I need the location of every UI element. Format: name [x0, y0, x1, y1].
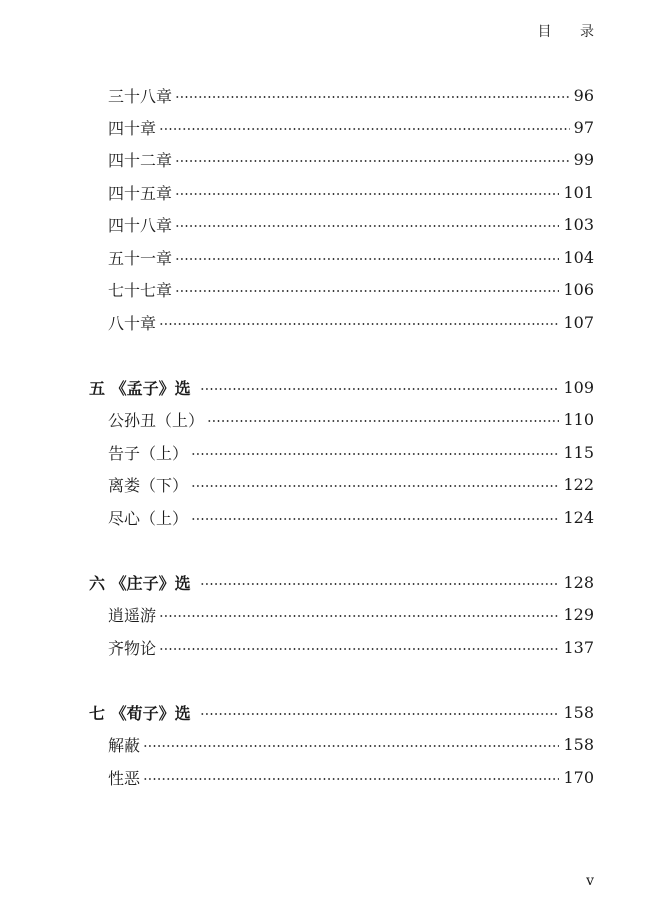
toc-section-page: 128 [563, 572, 594, 592]
dot-leader [175, 160, 570, 162]
dot-leader [175, 225, 559, 227]
dot-leader [175, 290, 559, 292]
page-number: v [586, 873, 594, 889]
toc-section[interactable] [0, 566, 594, 598]
toc-entry[interactable] [0, 273, 594, 305]
toc-section-title: 五 《孟子》选 [89, 378, 191, 398]
toc-entry[interactable] [0, 208, 594, 240]
toc-entry-title: 五十一章 [108, 248, 173, 268]
dot-leader [159, 648, 559, 650]
dot-leader [175, 193, 559, 195]
toc-entry-page: 96 [573, 85, 594, 105]
dot-leader [200, 388, 560, 390]
dot-leader [207, 420, 559, 422]
dot-leader [191, 518, 559, 520]
toc-entry-page: 97 [573, 117, 594, 137]
toc-entry-title: 尽心（上） [108, 508, 189, 528]
toc-entry[interactable] [0, 143, 594, 175]
dot-leader [175, 258, 559, 260]
dot-leader [159, 128, 570, 130]
toc-entry[interactable] [0, 728, 594, 760]
toc-entry-page: 137 [563, 637, 594, 657]
toc-entry[interactable] [0, 306, 594, 338]
toc-entry-title: 三十八章 [108, 86, 173, 106]
dot-leader [159, 323, 559, 325]
toc-section-title: 七 《荀子》选 [89, 703, 191, 723]
toc-entry-page: 158 [563, 734, 594, 754]
dot-leader [175, 96, 570, 98]
toc-entry-page: 104 [563, 247, 594, 267]
toc-entry[interactable] [0, 403, 594, 435]
toc-entry-title: 七十七章 [108, 280, 173, 300]
toc-entry-title: 齐物论 [108, 638, 157, 658]
toc-entry[interactable] [0, 631, 594, 663]
toc-entry[interactable] [0, 111, 594, 143]
dot-leader [200, 713, 560, 715]
dot-leader [143, 745, 559, 747]
toc-entry[interactable] [0, 598, 594, 630]
toc-entry-title: 四十八章 [108, 215, 173, 235]
toc-entry-page: 115 [563, 442, 594, 462]
running-header: 目 录 [537, 24, 606, 40]
toc-section[interactable] [0, 371, 594, 403]
toc-entry-page: 122 [563, 474, 594, 494]
toc-entry-page: 170 [563, 767, 594, 787]
toc-section-page: 109 [563, 377, 594, 397]
toc-entry-title: 离娄（下） [108, 475, 189, 495]
dot-leader [191, 485, 559, 487]
dot-leader [191, 453, 559, 455]
toc-entry-title: 公孙丑（上） [108, 410, 205, 430]
toc-entry-title: 逍遥游 [108, 605, 157, 625]
toc-entry[interactable] [0, 436, 594, 468]
dot-leader [159, 615, 559, 617]
toc-entry-page: 110 [563, 409, 594, 429]
toc-entry-title: 四十章 [108, 118, 157, 138]
toc-entry-page: 107 [563, 312, 594, 332]
toc-entry-page: 99 [573, 149, 594, 169]
toc-entry-page: 106 [563, 279, 594, 299]
toc-entry[interactable] [0, 176, 594, 208]
toc-section[interactable] [0, 696, 594, 728]
dot-leader [143, 778, 559, 780]
toc-entry-title: 告子（上） [108, 443, 189, 463]
dot-leader [200, 583, 560, 585]
toc-entry-page: 124 [563, 507, 594, 527]
toc-entry-page: 101 [563, 182, 594, 202]
toc-section-title: 六 《庄子》选 [89, 573, 191, 593]
toc-entry-page: 129 [563, 604, 594, 624]
toc-entry[interactable] [0, 501, 594, 533]
toc-entry-title: 四十五章 [108, 183, 173, 203]
toc-entry-title: 性恶 [108, 768, 141, 788]
toc-entry[interactable] [0, 241, 594, 273]
toc-entry[interactable] [0, 761, 594, 793]
toc-entry[interactable] [0, 468, 594, 500]
toc-section-page: 158 [563, 702, 594, 722]
toc-entry-title: 解蔽 [108, 735, 141, 755]
toc-entry-title: 八十章 [108, 313, 157, 333]
toc-entry[interactable] [0, 79, 594, 111]
toc-entry-title: 四十二章 [108, 150, 173, 170]
toc-entry-page: 103 [563, 214, 594, 234]
